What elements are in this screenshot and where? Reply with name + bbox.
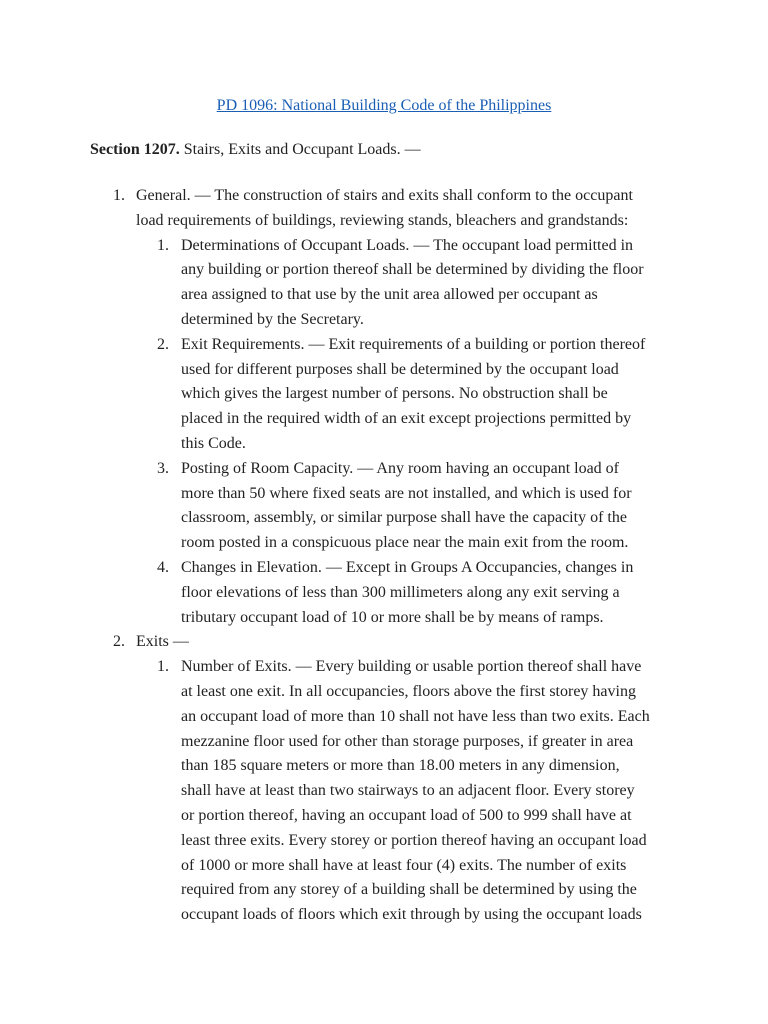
sublist-item-number: 2. — [157, 335, 169, 353]
sublist-item-text-line: placed in the required width of an exit except projections permitted by — [181, 410, 632, 428]
sublist-item-text-line: classroom, assembly, or similar purpose shall have the capacity of the — [181, 509, 627, 527]
sublist-item-text-line: least three exits. Every storey or portion thereof having an occupant load — [181, 831, 647, 849]
sublist-item-text-line: Changes in Elevation. — Except in Groups A Occupancies, changes in — [181, 559, 634, 576]
sublist-item-text-line: used for different purposes shall be determined by the occupant load — [181, 360, 619, 378]
sublist-item-text-line: this Code. — [181, 435, 246, 452]
sublist-item-text-line: Posting of Room Capacity. — Any room having an occupant load of — [181, 459, 620, 477]
sublist-item-text-line: floor elevations of less than 300 millimeters along any exit serving a — [181, 583, 620, 601]
sublist-item-number: 4. — [157, 559, 169, 576]
sublist-item-text-line: required from any storey of a building shall be determined by using the — [181, 881, 637, 899]
list-item-text-line: load requirements of buildings, reviewing stands, bleachers and grandstands: — [136, 211, 629, 229]
sublist-item-text-line: tributary occupant load of 10 or more shall be by means of ramps. — [181, 608, 604, 626]
sublist-item-text-line: at least one exit. In all occupancies, floors above the first storey having — [181, 683, 636, 700]
sublist-item-text-line: of 1000 or more shall have at least four (4) exits. The number of exits — [181, 856, 627, 874]
sublist-item-text-line: which gives the largest number of persons. No obstruction shall be — [181, 385, 608, 403]
document-title-link[interactable]: PD 1096: National Building Code of the Philippines — [216, 97, 552, 114]
list-item-number: 1. — [113, 187, 125, 204]
list-item-text-line: Exits — — [136, 633, 189, 651]
section-heading — [90, 141, 421, 159]
list-item-text-line: General. — The construction of stairs and exits shall conform to the occupant — [136, 187, 633, 204]
section-label: Section 1207. — [90, 141, 180, 158]
sublist-item-text-line: occupant loads of floors which exit through by using the occupant loads — [181, 906, 642, 924]
sublist-item-text-line: determined by the Secretary. — [181, 311, 364, 328]
sublist-item-text-line: or portion thereof, having an occupant load of 500 to 999 shall have at — [181, 807, 632, 824]
sublist-item-number: 1. — [157, 658, 169, 676]
sublist-item-text-line: shall have at least than two stairways to an adjacent floor. Every storey — [181, 782, 635, 800]
sublist-item-text-line: than 185 square meters or more than 18.00 meters in any dimension, — [181, 757, 620, 775]
sublist-item-number: 1. — [157, 236, 169, 254]
sublist-item-text-line: any building or portion thereof shall be determined by dividing the floor — [181, 261, 644, 279]
sublist-item-text-line: Determinations of Occupant Loads. — The occupant load permitted in — [181, 236, 634, 254]
sublist-item-text-line: Number of Exits. — Every building or usable portion thereof shall have — [181, 658, 642, 676]
sublist-item-number: 3. — [157, 459, 169, 477]
list-item-number: 2. — [113, 633, 125, 651]
section-title: Stairs, Exits and Occupant Loads. — — [183, 141, 421, 158]
sublist-item-text-line: room posted in a conspicuous place near the main exit from the room. — [181, 534, 629, 552]
sublist-item-text-line: Exit Requirements. — Exit requirements of a building or portion thereof — [181, 335, 646, 353]
sublist-item-text-line: more than 50 where fixed seats are not installed, and which is used for — [181, 484, 632, 502]
sublist-item-text-line: an occupant load of more than 10 shall not have less than two exits. Each — [181, 707, 650, 725]
sublist-item-text-line: mezzanine floor used for other than storage purposes, if greater in area — [181, 732, 634, 750]
sublist-item-text-line: area assigned to that use by the unit area allowed per occupant as — [181, 286, 598, 304]
